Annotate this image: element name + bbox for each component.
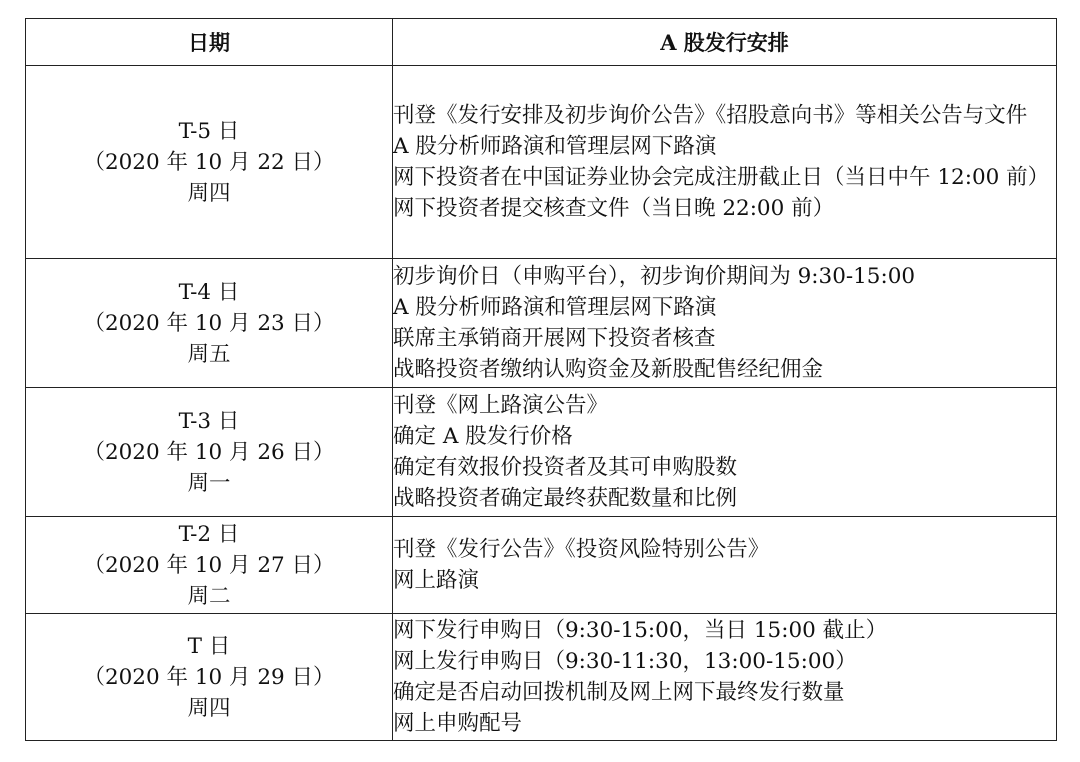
table-row xyxy=(26,517,1057,614)
arrangement-list xyxy=(393,390,1056,514)
day-label: T-5 日 xyxy=(178,118,240,144)
date-label: （2020 年 10 月 26 日） xyxy=(83,439,335,465)
arrangement-cell xyxy=(393,614,1057,741)
list-item: 网上申购配号 xyxy=(393,711,523,736)
day-label: T-2 日 xyxy=(178,521,240,547)
list-item: 刊登《发行安排及初步询价公告》《招股意向书》等相关公告与文件 xyxy=(393,103,1028,128)
arrangement-cell xyxy=(393,388,1057,517)
list-item: A 股分析师路演和管理层网下路演 xyxy=(393,295,717,320)
table-row xyxy=(26,259,1057,388)
list-item: 确定有效报价投资者及其可申购股数 xyxy=(393,455,738,480)
arrangement-list xyxy=(393,534,1056,596)
arrangement-cell xyxy=(393,66,1057,259)
arrangement-cell xyxy=(393,517,1057,614)
list-item: 网下发行申购日（9:30-15:00，当日 15:00 截止） xyxy=(393,618,888,643)
arrangement-list xyxy=(393,261,1056,385)
list-item: 确定是否启动回拨机制及网上网下最终发行数量 xyxy=(393,680,845,705)
header-arrangement: A 股发行安排 xyxy=(393,19,1057,66)
weekday-label: 周四 xyxy=(187,695,231,721)
list-item: 网下投资者在中国证券业协会完成注册截止日（当日中午 12:00 前） xyxy=(393,165,1050,190)
list-item: 网上发行申购日（9:30-11:30，13:00-15:00） xyxy=(393,649,857,674)
list-item: 刊登《发行公告》《投资风险特别公告》 xyxy=(393,537,770,562)
weekday-label: 周二 xyxy=(187,583,231,609)
date-cell xyxy=(26,388,393,517)
date-label: （2020 年 10 月 27 日） xyxy=(83,552,335,578)
arrangement-list xyxy=(393,100,1056,224)
table-row xyxy=(26,614,1057,741)
list-item: 战略投资者确定最终获配数量和比例 xyxy=(393,486,738,511)
date-cell xyxy=(26,614,393,741)
date-cell xyxy=(26,259,393,388)
weekday-label: 周四 xyxy=(187,180,231,206)
list-item: 初步询价日（申购平台），初步询价期间为 9:30-15:00 xyxy=(393,264,916,289)
table-row xyxy=(26,66,1057,259)
list-item: 确定 A 股发行价格 xyxy=(393,424,573,449)
list-item: 刊登《网上路演公告》 xyxy=(393,393,609,418)
day-label: T-4 日 xyxy=(178,279,240,305)
list-item: 联席主承销商开展网下投资者核查 xyxy=(393,326,716,351)
date-label: （2020 年 10 月 29 日） xyxy=(83,664,335,690)
date-cell xyxy=(26,66,393,259)
list-item: 战略投资者缴纳认购资金及新股配售经纪佣金 xyxy=(393,357,824,382)
header-date: 日期 xyxy=(26,19,393,66)
list-item: 网上路演 xyxy=(393,568,480,593)
weekday-label: 周五 xyxy=(187,341,231,367)
arrangement-list xyxy=(393,615,1056,739)
date-label: （2020 年 10 月 23 日） xyxy=(83,310,335,336)
day-label: T 日 xyxy=(187,633,231,659)
table-row xyxy=(26,388,1057,517)
weekday-label: 周一 xyxy=(187,470,231,496)
header-row xyxy=(26,19,1057,66)
day-label: T-3 日 xyxy=(178,408,240,434)
date-cell xyxy=(26,517,393,614)
list-item: 网下投资者提交核查文件（当日晚 22:00 前） xyxy=(393,196,835,221)
issuance-schedule-table xyxy=(25,18,1057,741)
date-label: （2020 年 10 月 22 日） xyxy=(83,149,335,175)
arrangement-cell xyxy=(393,259,1057,388)
list-item: A 股分析师路演和管理层网下路演 xyxy=(393,134,717,159)
